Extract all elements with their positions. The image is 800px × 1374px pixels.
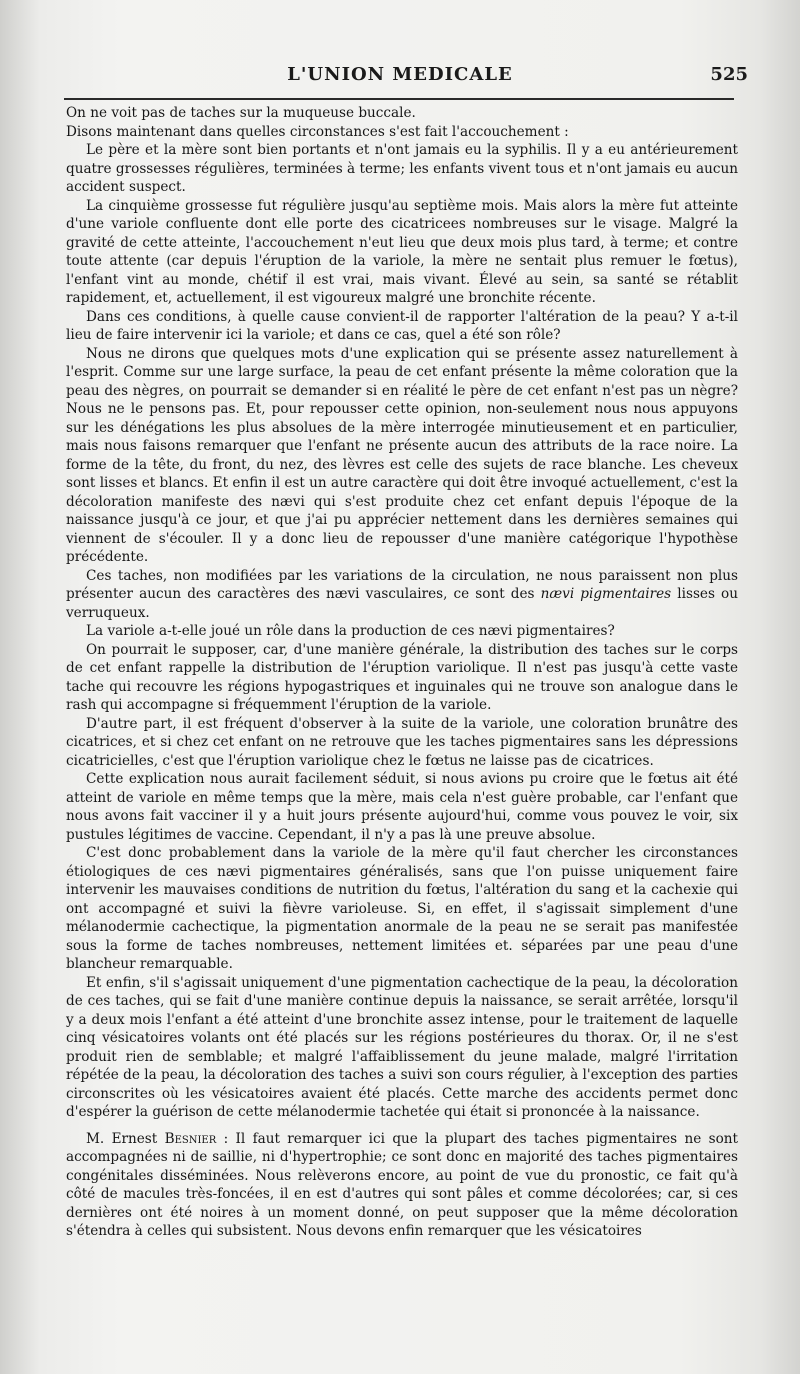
paragraph: On ne voit pas de taches sur la muqueuse buccale. [66,105,416,121]
paragraph-text: Ces taches, non modifiées par les variations de la circulation, ne nous paraissent non plus présenter aucun des caractères des nævi vasculaires, ce sont des [66,567,738,602]
italic-term: nævi pigmentaires [540,586,672,602]
paragraph-text: lisses ou verruqueux. [66,586,738,621]
paragraph: Cette explication nous aurait facilement séduit, si nous avions pu croire que le fœtus ait été atteint de variole en même temps que la mère, mais cela n'est guère probable, car l'enfant que nous avons fait vacciner il y a huit jours présente aujourd'hui, comme vous pouvez le voir, six pustules légitimes de vaccine. Cependant, il n'y a pas là une preuve absolue. [66,771,738,843]
paragraph-naevi [66,567,738,623]
speaker-surname: Besnier [164,1130,217,1147]
paragraph: La variole a-t-elle joué un rôle dans la production de ces nævi pigmentaires? [86,623,615,639]
paragraph: La cinquième grossesse fut régulière jusqu'au septième mois. Mais alors la mère fut atteinte d'une variole confluente dont elle porte des cicatricees nombreuses sur le visage. Malgré la gravité de cette atteinte, l'accouchement n'eut lieu que deux mois plus tard, à terme; et contre toute attente (car depuis l'éruption de la variole, la mère ne sentait plus remuer le fœtus), l'enfant vint au monde, chétif il est vrai, mais vivant. Élevé au sein, sa santé se rétablit rapidement, et, actuellement, il est vigoureux malgré une bronchite récente. [66,197,738,306]
paragraph: D'autre part, il est fréquent d'observer à la suite de la variole, une coloration brunâtre des cicatrices, et si chez cet enfant on ne retrouve que les taches pigmentaires sans les dépressions cicatricielles, c'est que l'éruption variolique chez le fœtus ne laisse pas de cicatrices. [66,715,738,769]
speaker-paragraph [66,1130,738,1241]
paragraph: Disons maintenant dans quelles circonstances s'est fait l'accouchement : [66,123,569,140]
paragraph: Nous ne dirons que quelques mots d'une explication qui se présente assez naturellement à l'esprit. Comme sur une large surface, la peau de cet enfant présente la même coloration que la peau des nègres, on pourrait se demander si en réalité le père de cet enfant n'est pas un nègre? Nous ne le pensons pas. Et, pour repousser cette opinion, non-seulement nous nous appuyons sur les dénégations les plus absolues de la mère interrogée minutieusement et en particulier, mais nous faisons remarquer que l'enfant ne présente aucun des attributs de la race noire. La forme de la tête, du front, du nez, des lèvres est celle des sujets de race blanche. Les cheveux sont lisses et blancs. Et enfin il est un autre caractère qui doit être invoqué actuellement, c'est la décoloration manifeste des nævi qui s'est produite chez cet enfant depuis l'époque de la naissance jusqu'à ce jour, et que j'ai pu apprécier nettement dans les dernières semaines qui viennent de s'écouler. Il y a donc lieu de repousser d'une manière catégorique l'hypothèse précédente. [66,345,738,565]
article-body [66,104,738,1241]
paragraph: Le père et la mère sont bien portants et n'ont jamais eu la syphilis. Il y a eu antérieurement quatre grossesses régulières, terminées à terme; les enfants vivent tous et n'ont jamais eu aucun accident suspect. [66,142,738,195]
paragraph: C'est donc probablement dans la variole de la mère qu'il faut chercher les circonstances étiologiques de ces nævi pigmentaires généralisés, sans que l'on puisse uniquement faire intervenir les mauvaises conditions de nutrition du fœtus, l'altération du sang et la cachexie qui ont accompagné et suivi la fièvre varioleuse. Si, en effet, il s'agissait simplement d'une mélanodermie cachectique, la pigmentation anormale de la peau ne se serait pas manifestée sous la forme de taches nombreuses, nettement limitées et. séparées par une peau d'une blancheur remarquable. [66,845,738,972]
header-rule [64,98,734,100]
page-number: 525 [710,64,748,85]
paragraph: Dans ces conditions, à quelle cause convient-il de rapporter l'altération de la peau? Y a-t-il lieu de faire intervenir ici la variole; et dans ce cas, quel a été son rôle? [66,308,738,343]
speaker-prefix: M. Ernest [86,1130,165,1147]
page-header [60,60,748,90]
paragraph: Et enfin, s'il s'agissait uniquement d'une pigmentation cachectique de la peau, la décoloration de ces taches, qui se fait d'une manière continue depuis la naissance, se serait arrêtée, lorsqu'il y a deux mois l'enfant a été atteint d'une bronchite assez intense, pour le traitement de laquelle cinq vésicatoires volants ont été placés sur les régions postérieures du thorax. Or, il ne s'est produit rien de semblable; et malgré l'affaiblissement du jeune malade, malgré l'irritation répétée de la peau, la décoloration des taches a suivi son cours régulier, à l'exception des parties circonscrites où les vésicatoires avaient été placés. Cette marche des accidents permet donc d'espérer la guérison de cette mélanodermie tachetée qui était si prononcée à la naissance. [66,974,738,1120]
paragraph: On pourrait le supposer, car, d'une manière générale, la distribution des taches sur le corps de cet enfant rappelle la distribution de l'éruption variolique. Il n'est pas jusqu'à cette vaste tache qui recouvre les régions hypogastriques et inguinales qui ne trouve son analogue dans le rash qui accompagne si fréquemment l'éruption de la variole. [66,641,738,713]
running-title: L'UNION MEDICALE [287,64,513,85]
paragraph-text: : Il faut remarquer ici que la plupart des taches pigmentaires ne sont accompagnées ni de saillie, ni d'hypertrophie; ce sont donc en majorité des taches pigmentaires congénitales disséminées. Nous relèverons encore, au point de vue du pronostic, ce fait qu'à côté de macules très-foncées, il en est d'autres qui sont pâles et comme décolorées; car, si ces dernières ont été noires à un moment donné, on peut supposer que la même décoloration s'étendra à celles qui subsistent. Nous devons enfin remarquer que les vésicatoires [66,1130,738,1239]
